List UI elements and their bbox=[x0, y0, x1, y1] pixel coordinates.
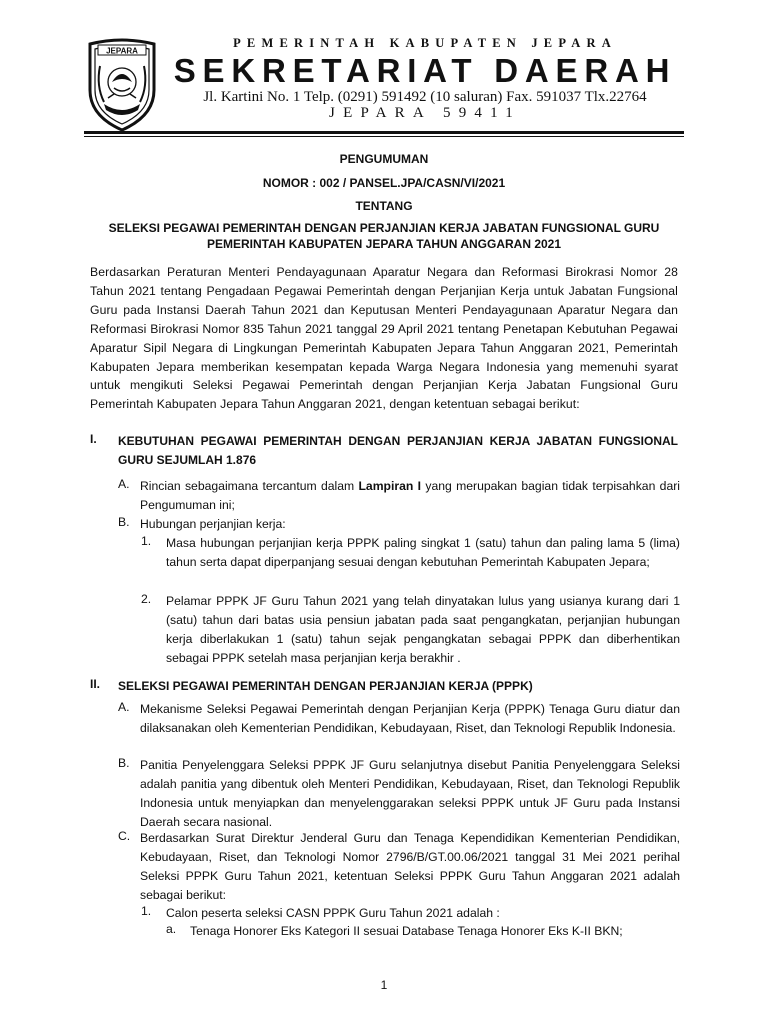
section-2-item-c-label: C. bbox=[118, 829, 131, 843]
section-2-number: II. bbox=[90, 677, 101, 691]
jepara-emblem-icon bbox=[84, 36, 160, 132]
section-1-item-b2-label: 2. bbox=[141, 592, 152, 606]
page-number: 1 bbox=[380, 978, 388, 992]
intro-paragraph: Berdasarkan Peraturan Menteri Pendayagunaan Aparatur Negara dan Reformasi Birokrasi Nomor 28 Tahun 2021 tentang Pengadaan Pegawai Pemerintah dengan Perjanjian Kerja untuk Jabatan Fungsional Guru pada Instansi Daerah Tahun 2021 dan Keputusan Menteri Pendayagunaan Aparatur Negara dan Reformasi Birokrasi Nomor 835 Tahun 2021 tanggal 29 April 2021 tentang Penetapan Kebutuhan Pegawai Aparatur Sipil Negara di Lingkungan Pemerintah Kabupaten Jepara Tahun Anggaran 2021, Pemerintah Kabupaten Jepara memberikan kesempatan kepada Warga Negara Indonesia yang memenuhi syarat untuk mengikuti Seleksi Pegawai Pemerintah dengan Perjanjian Kerja Jabatan Fungsional Guru Pemerintah Kabupaten Jepara Tahun Anggaran 2021, dengan ketentuan sebagai berikut: bbox=[90, 265, 678, 412]
letterhead-office: SEKRETARIAT DAERAH bbox=[173, 52, 677, 89]
announcement-subject-line2: PEMERINTAH KABUPATEN JEPARA TAHUN ANGGARAN 2021 bbox=[206, 237, 562, 251]
section-2-title: SELEKSI PEGAWAI PEMERINTAH DENGAN PERJANJIAN KERJA (PPPK) bbox=[118, 679, 533, 693]
section-2-item-c-text: Berdasarkan Surat Direktur Jenderal Guru dan Tenaga Kependidikan Kementerian Pendidikan, Kebudayaan, Riset, dan Teknologi Nomor 2796/B/GT.00.06/2021 tanggal 31 Mei 2021 perihal Seleksi PPPK Guru Tahun 2021, ketentuan Seleksi PPPK Guru Tahun Anggaran 2021 adalah sebagai berikut: bbox=[140, 831, 680, 902]
lampiran-reference: Lampiran I bbox=[358, 479, 422, 493]
letterhead-city: JEPARA 59411 bbox=[329, 105, 521, 121]
section-2-item-c1-label: 1. bbox=[141, 904, 152, 918]
section-2-item-a-text: Mekanisme Seleksi Pegawai Pemerintah dengan Perjanjian Kerja (PPPK) Tenaga Guru diatur dan dilaksanakan oleh Kementerian Pendidikan, Kebudayaan, Riset, dan Teknologi Republik Indonesia. bbox=[140, 702, 680, 735]
section-2-item-b-text: Panitia Penyelenggara Seleksi PPPK JF Guru selanjutnya disebut Panitia Penyelenggara Seleksi adalah panitia yang dibentuk oleh Menteri Pendidikan, Kebudayaan, Riset, dan Teknologi Republik Indonesia untuk menyiapkan dan menyelenggarakan seleksi PPPK untuk JF Guru pada Instansi Daerah secara nasional. bbox=[140, 758, 680, 829]
section-1-item-a-label: A. bbox=[118, 477, 130, 491]
section-2-item-b-label: B. bbox=[118, 756, 130, 770]
announcement-number: NOMOR : 002 / PANSEL.JPA/CASN/VI/2021 bbox=[262, 176, 506, 190]
section-1-item-b2-text: Pelamar PPPK JF Guru Tahun 2021 yang telah dinyatakan lulus yang usianya kurang dari 1 (satu) tahun dari batas usia pensiun jabatan pada saat pengangkatan, perjanjian hubungan kerja diberlakukan 1 (satu) tahun sejak pengangkatan sebagai PPPK dan diberhentikan sebagai PPPK setelah masa perjanjian kerja berakhir . bbox=[166, 594, 680, 665]
section-1-item-b-text: Hubungan perjanjian kerja: bbox=[140, 517, 286, 531]
announcement-about: TENTANG bbox=[355, 199, 413, 213]
section-1-item-a-text: Rincian sebagaimana tercantum dalam Lampiran I yang merupakan bagian tidak terpisahkan dari Pengumuman ini; bbox=[140, 479, 680, 512]
section-1-item-b-label: B. bbox=[118, 515, 130, 529]
section-2-item-c1a-label: a. bbox=[166, 922, 177, 936]
announcement-heading: PENGUMUMAN bbox=[339, 152, 429, 166]
section-1-number: I. bbox=[90, 432, 97, 446]
section-2-item-a-label: A. bbox=[118, 700, 130, 714]
announcement-subject-line1: SELEKSI PEGAWAI PEMERINTAH DENGAN PERJANJIAN KERJA JABATAN FUNGSIONAL GURU bbox=[108, 221, 660, 235]
letterhead-address: Jl. Kartini No. 1 Telp. (0291) 591492 (10 saluran) Fax. 591037 Tlx.22764 bbox=[203, 89, 647, 105]
letterhead-rule-thick bbox=[84, 131, 684, 134]
emblem-text: JEPARA bbox=[106, 46, 138, 56]
section-1-item-b1-text: Masa hubungan perjanjian kerja PPPK paling singkat 1 (satu) tahun dan paling lama 5 (lima) tahun serta dapat diperpanjang sesuai dengan kebutuhan Pemerintah Kabupaten Jepara; bbox=[166, 536, 680, 569]
section-2-item-c1a-text: Tenaga Honorer Eks Kategori II sesuai Database Tenaga Honorer Eks K-II BKN; bbox=[190, 924, 623, 938]
letterhead-rule-thin bbox=[84, 136, 684, 137]
section-1-item-b1-label: 1. bbox=[141, 534, 152, 548]
section-1-title: KEBUTUHAN PEGAWAI PEMERINTAH DENGAN PERJANJIAN KERJA JABATAN FUNGSIONAL GURU SEJUMLAH 1.876 bbox=[118, 434, 678, 467]
section-2-item-c1-text: Calon peserta seleksi CASN PPPK Guru Tahun 2021 adalah : bbox=[166, 906, 500, 920]
letterhead-government: PEMERINTAH KABUPATEN JEPARA bbox=[233, 36, 617, 50]
